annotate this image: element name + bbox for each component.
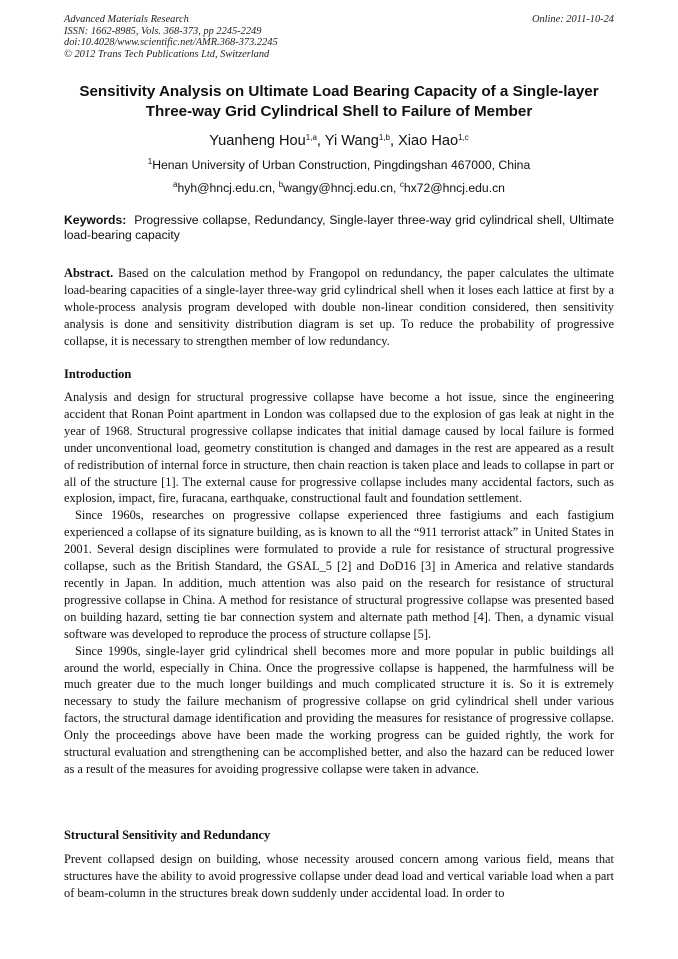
email-mark: b [278, 180, 284, 189]
author-name: Yuanheng Hou [209, 133, 306, 149]
paragraph: Prevent collapsed design on building, whose necessity aroused concern among various field, means that structures have the ability to avoid progressive collapse under dead load and vertical variable load when a part of beam-column in the structures break down suddenly under accidental load. In order to [64, 852, 614, 900]
email-address: hyh@hncj.edu.cn [177, 181, 272, 195]
journal-copyright: © 2012 Trans Tech Publications Ltd, Switzerland [64, 48, 270, 60]
author-affiliation-mark: 1,c [458, 133, 469, 142]
paragraph: Analysis and design for structural progressive collapse have become a hot issue, since the engineering accident that Ronan Point apartment in London was collapsed due to the explosion of gas leak at night in the year of 1968. Structural progressive collapse indicates that initial damage caused by local failure is formed under unconventional load, geometry constitution is changed and damages in the rest are appeared as a result of redistribution of internal force in structure, then chain reaction is taken place and leads to collapse in part or all of the structure [1]. The external cause for progressive collapse includes many accidental factors, such as explosion, impact, fire, furacana, earthquake, constructional fault and foundation settlement. [64, 390, 614, 506]
email-separator: , [271, 181, 279, 195]
author-emails [64, 180, 614, 196]
introduction-body [64, 389, 614, 778]
abstract-text: Based on the calculation method by Frangopol on redundancy, the paper calculates the ultimate load-bearing capacities of a single-layer three-way grid cylindrical shell when it loses each lattice at first by a whole-process analysis program developed with double non-linear condition considered, then sensitivity analysis is done and sensitivity distribution diagram is set up. To reduce the probability of progressive collapse, it is necessary to strengthen member of low redundancy. [64, 266, 614, 348]
paper-title: Sensitivity Analysis on Ultimate Load Bearing Capacity of a Single-layer Three-way Grid Cylindrical Shell to Failure of Member [79, 83, 599, 120]
journal-header [64, 14, 614, 60]
online-date: Online: 2011-10-24 [531, 14, 614, 25]
paragraph: Since 1960s, researches on progressive collapse experienced three fastigiums and each fastigium experienced a collapse of its signature building, as is known to all the “911 terrorist attack” in United States in 2001. Several design disciplines were formulated to provide a rule for resistance of structural progressive collapse, such as the British Standard, the GSAL_5 [2] and DoD16 [3] in America and relative standards recently in Japan. In addition, much attention was also paid on the research for resistance of structural progressive collapse in China. A method for resistance of structural progressive collapse was presented based on building hazard, setting tie bar connection system and alternate path method [4]. Then, a dynamic visual software was developed to reproduce the process of structure collapse [5]. [64, 508, 614, 641]
journal-name: Advanced Materials Research [64, 14, 189, 25]
section-heading-sensitivity: Structural Sensitivity and Redundancy [64, 828, 271, 842]
author-separator: , [389, 133, 399, 149]
keywords-label: Keywords: [64, 213, 127, 227]
section-heading-introduction: Introduction [64, 367, 132, 381]
email-address: wangy@hncj.edu.cn [283, 181, 394, 195]
author-affiliation-mark: 1,b [378, 133, 390, 142]
affiliation [64, 157, 614, 173]
author-affiliation-mark: 1,a [305, 133, 317, 142]
author-name: Yi Wang [324, 133, 379, 149]
journal-issn: ISSN: 1662-8985, Vols. 368-373, pp 2245-2249 [64, 25, 262, 37]
affiliation-mark: 1 [147, 157, 153, 166]
email-mark: c [399, 180, 404, 189]
keywords [64, 213, 614, 244]
author-name: Xiao Hao [398, 133, 459, 149]
author-list [64, 132, 614, 150]
abstract [64, 265, 614, 350]
author-separator: , [316, 133, 325, 149]
journal-doi: doi:10.4028/www.scientific.net/AMR.368-373.2245 [64, 37, 278, 49]
sensitivity-body [64, 851, 614, 902]
email-separator: , [393, 181, 400, 195]
keywords-text: Progressive collapse, Redundancy, Single-layer three-way grid cylindrical shell, Ultimate load-bearing capacity [64, 213, 614, 243]
abstract-label: Abstract. [64, 266, 114, 280]
email-mark: a [173, 180, 178, 189]
paragraph: Since 1990s, single-layer grid cylindrical shell becomes more and more popular in public buildings all around the world, especially in China. Once the progressive collapse is happened, the harmfulness will be much greater due to the much longer buildings and much complicated structure it is. So it is extremely necessary to study the failure mechanism of progressive collapse on grid cylindrical shell under various factors, the structural damage identification and providing the measures for resistance of progressive collapse. Only the proceedings above have been made the working progress can be guided rightly, the work for structural evaluation and strengthening can be accomplished better, and also the hazard can be reduced lower as a result of the measures for avoiding progressive collapse were taken in advance. [64, 643, 614, 776]
email-address: hx72@hncj.edu.cn [403, 181, 505, 195]
affiliation-text: Henan University of Urban Construction, Pingdingshan 467000, China [152, 158, 531, 172]
